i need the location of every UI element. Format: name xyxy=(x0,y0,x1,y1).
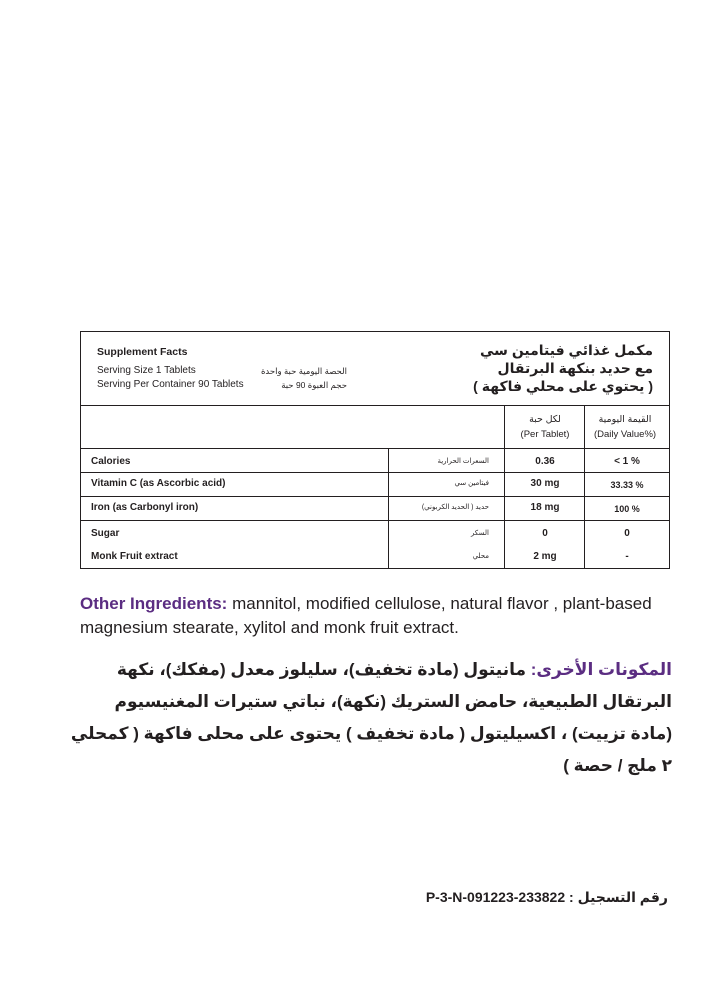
col-per-tablet-ar: لكل حبة xyxy=(529,414,561,425)
facts-title: Supplement Facts xyxy=(97,346,188,358)
row-sugar-amount: 0 xyxy=(542,528,548,539)
divider xyxy=(81,448,669,449)
serving-size-ar: الحصة اليومية حبة واحدة xyxy=(260,366,347,376)
divider xyxy=(81,520,669,521)
col-dv: (Daily Value%) xyxy=(593,429,657,440)
row-monk-fruit-name: Monk Fruit extract xyxy=(91,551,178,562)
col-per-tablet: (Per Tablet) xyxy=(520,429,570,440)
col-dv-ar: القيمة اليومية xyxy=(598,414,652,425)
row-monk-fruit-amount: 2 mg xyxy=(533,551,557,562)
ar-title-1: مكمل غذائي فيتامين سي xyxy=(480,342,653,358)
ar-title-2: مع حديد بنكهة البرتقال xyxy=(497,360,653,376)
other-ingredients-ar-label: المكونات الأخرى: xyxy=(530,660,672,679)
row-vitamin-c-name-ar: فيتامين سي xyxy=(454,480,489,487)
row-sugar-dv: 0 xyxy=(624,528,630,539)
supplement-facts-panel xyxy=(80,331,670,569)
row-sugar-name-ar: السكر xyxy=(470,530,489,537)
divider xyxy=(81,496,669,497)
row-calories-name: Calories xyxy=(91,456,131,467)
other-ingredients xyxy=(80,592,710,640)
serving-per-ar: حجم العبوة 90 حبة xyxy=(281,380,347,390)
other-ingredients-ar-text: مانيتول (مادة تخفيف)، سليلوز معدل (مفكك)، نكهة البرتقال الطبيعية، حامض الستريك (نكهة)، نباتي ستيرات المغنيسيوم (مادة تزييت) ، اكسيليتول ( مادة تخفيف ) يحتوى على محلى فاكهة ( كمحلي ٢ ملج / حصة ) xyxy=(70,660,672,775)
row-calories-name-ar: السعرات الحرارية xyxy=(437,458,489,465)
row-iron-amount: 18 mg xyxy=(530,502,560,513)
row-vitamin-c-amount: 30 mg xyxy=(530,478,560,489)
row-vitamin-c-name: Vitamin C (as Ascorbic acid) xyxy=(91,478,226,489)
row-vitamin-c-dv: 33.33 % xyxy=(610,480,644,490)
other-ingredients-ar xyxy=(70,654,672,782)
divider xyxy=(81,472,669,473)
other-ingredients-label: Other Ingredients: xyxy=(80,594,228,613)
other-ingredients-text: mannitol, modified cellulose, natural flavor , plant-based magnesium stearate, xylitol and monk fruit extract. xyxy=(80,594,652,637)
row-calories-dv: < 1 % xyxy=(614,456,640,467)
row-sugar-name: Sugar xyxy=(91,528,120,539)
row-monk-fruit-dv: - xyxy=(625,551,629,562)
ar-title-3: ( يحتوي على محلي فاكهة ) xyxy=(473,378,653,394)
row-iron-dv: 100 % xyxy=(614,504,640,514)
row-monk-fruit-name-ar: محلي xyxy=(472,553,489,560)
divider xyxy=(81,405,669,406)
serving-per-container: Serving Per Container 90 Tablets xyxy=(97,379,244,390)
row-iron-name-ar: حديد ( الحديد الكربوني) xyxy=(421,504,489,511)
row-iron-name: Iron (as Carbonyl iron) xyxy=(91,502,199,513)
row-calories-amount: 0.36 xyxy=(535,456,555,467)
registration-number: رقم التسجيل : P-3-N-091223-233822 xyxy=(425,889,668,905)
serving-size: Serving Size 1 Tablets xyxy=(97,365,196,376)
